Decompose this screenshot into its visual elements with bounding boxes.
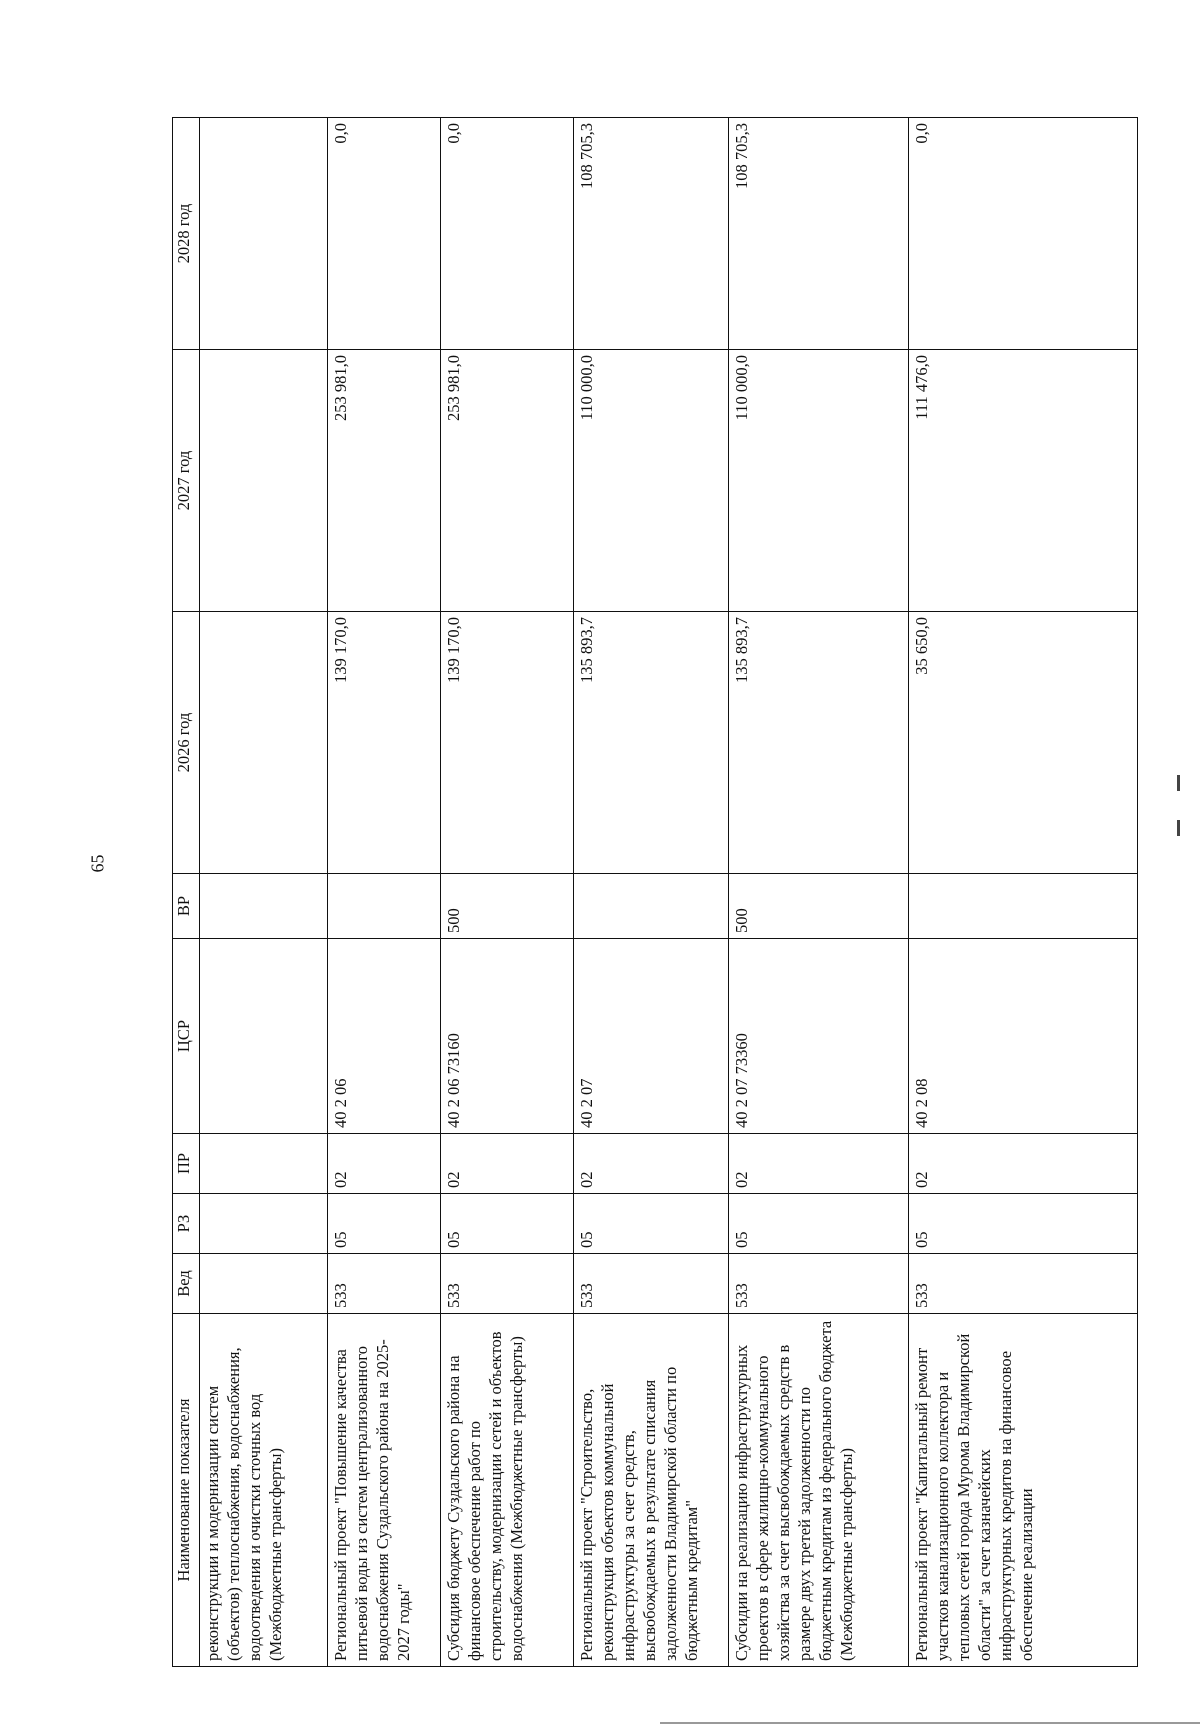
cell-2028: 0,0 <box>441 118 574 350</box>
table-header-row <box>173 118 200 1667</box>
cell-rz: 05 <box>574 1194 729 1254</box>
table-row <box>574 118 729 1667</box>
cell-vr: 500 <box>729 874 909 939</box>
cell-2026: 35 650,0 <box>909 612 1138 874</box>
cell-vr <box>574 874 729 939</box>
cell-vr <box>909 874 1138 939</box>
cell-name: Региональный проект "Капитальный ремонт участков канализационного коллектора и тепловых сетей города Мурома Владимирской области" за счет казначейских инфраструктурных кредитов на финансовое обеспечение реализации <box>909 1314 1138 1667</box>
cell-2026: 135 893,7 <box>729 612 909 874</box>
cell-rz: 05 <box>909 1194 1138 1254</box>
cell-ved: 533 <box>328 1254 441 1314</box>
cell-rz: 05 <box>328 1194 441 1254</box>
cell-2028 <box>200 118 328 350</box>
header-csr: ЦСР <box>173 939 200 1134</box>
header-vr: ВР <box>173 874 200 939</box>
cell-2027 <box>200 350 328 612</box>
scan-artifact-mark <box>1177 775 1180 791</box>
cell-pr: 02 <box>441 1134 574 1194</box>
cell-pr <box>200 1134 328 1194</box>
cell-rz: 05 <box>441 1194 574 1254</box>
rotated-table-container <box>172 118 1136 1667</box>
cell-2028: 0,0 <box>328 118 441 350</box>
cell-vr <box>200 874 328 939</box>
cell-csr: 40 2 07 73360 <box>729 939 909 1134</box>
cell-pr: 02 <box>574 1134 729 1194</box>
cell-name: Субсидия бюджету Суздальского района на финансовое обеспечение работ по строительству, модернизации сетей и объектов водоснабжения (Межбюджетные трансферты) <box>441 1314 574 1667</box>
cell-2028: 0,0 <box>909 118 1138 350</box>
cell-2027: 253 981,0 <box>441 350 574 612</box>
cell-2027: 111 476,0 <box>909 350 1138 612</box>
cell-pr: 02 <box>729 1134 909 1194</box>
cell-2026: 139 170,0 <box>441 612 574 874</box>
scan-edge-line <box>660 1722 1200 1724</box>
cell-2027: 110 000,0 <box>574 350 729 612</box>
cell-vr <box>328 874 441 939</box>
header-rz: РЗ <box>173 1194 200 1254</box>
cell-name: Региональный проект "Повышение качества питьевой воды из систем централизованного водоснабжения Суздальского района на 2025-2027 годы" <box>328 1314 441 1667</box>
cell-csr: 40 2 06 <box>328 939 441 1134</box>
table-row <box>729 118 909 1667</box>
header-ved: Вед <box>173 1254 200 1314</box>
budget-table <box>172 117 1138 1667</box>
table-row <box>328 118 441 1667</box>
table-row <box>909 118 1138 1667</box>
cell-ved <box>200 1254 328 1314</box>
cell-2028: 108 705,3 <box>729 118 909 350</box>
cell-2027: 110 000,0 <box>729 350 909 612</box>
header-2027: 2027 год <box>173 350 200 612</box>
cell-ved: 533 <box>729 1254 909 1314</box>
cell-name: Региональный проект "Строительство, реконструкция объектов коммунальной инфраструктуры за счет средств, высвобождаемых в результате списания задолженности Владимирской области по бюджетным кредитам" <box>574 1314 729 1667</box>
header-2028: 2028 год <box>173 118 200 350</box>
table-row <box>441 118 574 1667</box>
cell-name: Субсидии на реализацию инфраструктурных проектов в сфере жилищно-коммунального хозяйства за счет высвобождаемых средств в размере двух третей задолженности по бюджетным кредитам из федерального бюджета (Межбюджетные трансферты) <box>729 1314 909 1667</box>
cell-csr: 40 2 06 73160 <box>441 939 574 1134</box>
cell-ved: 533 <box>574 1254 729 1314</box>
cell-2028: 108 705,3 <box>574 118 729 350</box>
cell-2026: 135 893,7 <box>574 612 729 874</box>
table-row <box>200 118 328 1667</box>
header-2026: 2026 год <box>173 612 200 874</box>
scan-artifact-mark <box>1177 820 1180 836</box>
cell-2026: 139 170,0 <box>328 612 441 874</box>
header-name: Наименование показателя <box>173 1314 200 1667</box>
cell-rz: 05 <box>729 1194 909 1254</box>
cell-pr: 02 <box>328 1134 441 1194</box>
cell-2027: 253 981,0 <box>328 350 441 612</box>
page-number: 65 <box>87 854 108 873</box>
cell-csr: 40 2 07 <box>574 939 729 1134</box>
cell-rz <box>200 1194 328 1254</box>
cell-pr: 02 <box>909 1134 1138 1194</box>
header-pr: ПР <box>173 1134 200 1194</box>
cell-ved: 533 <box>909 1254 1138 1314</box>
cell-vr: 500 <box>441 874 574 939</box>
cell-csr: 40 2 08 <box>909 939 1138 1134</box>
cell-2026 <box>200 612 328 874</box>
cell-csr <box>200 939 328 1134</box>
cell-name: реконструкции и модернизации систем (объектов) теплоснабжения, водоснабжения, водоотведения и очистки сточных вод (Межбюджетные трансферты) <box>200 1314 328 1667</box>
cell-ved: 533 <box>441 1254 574 1314</box>
